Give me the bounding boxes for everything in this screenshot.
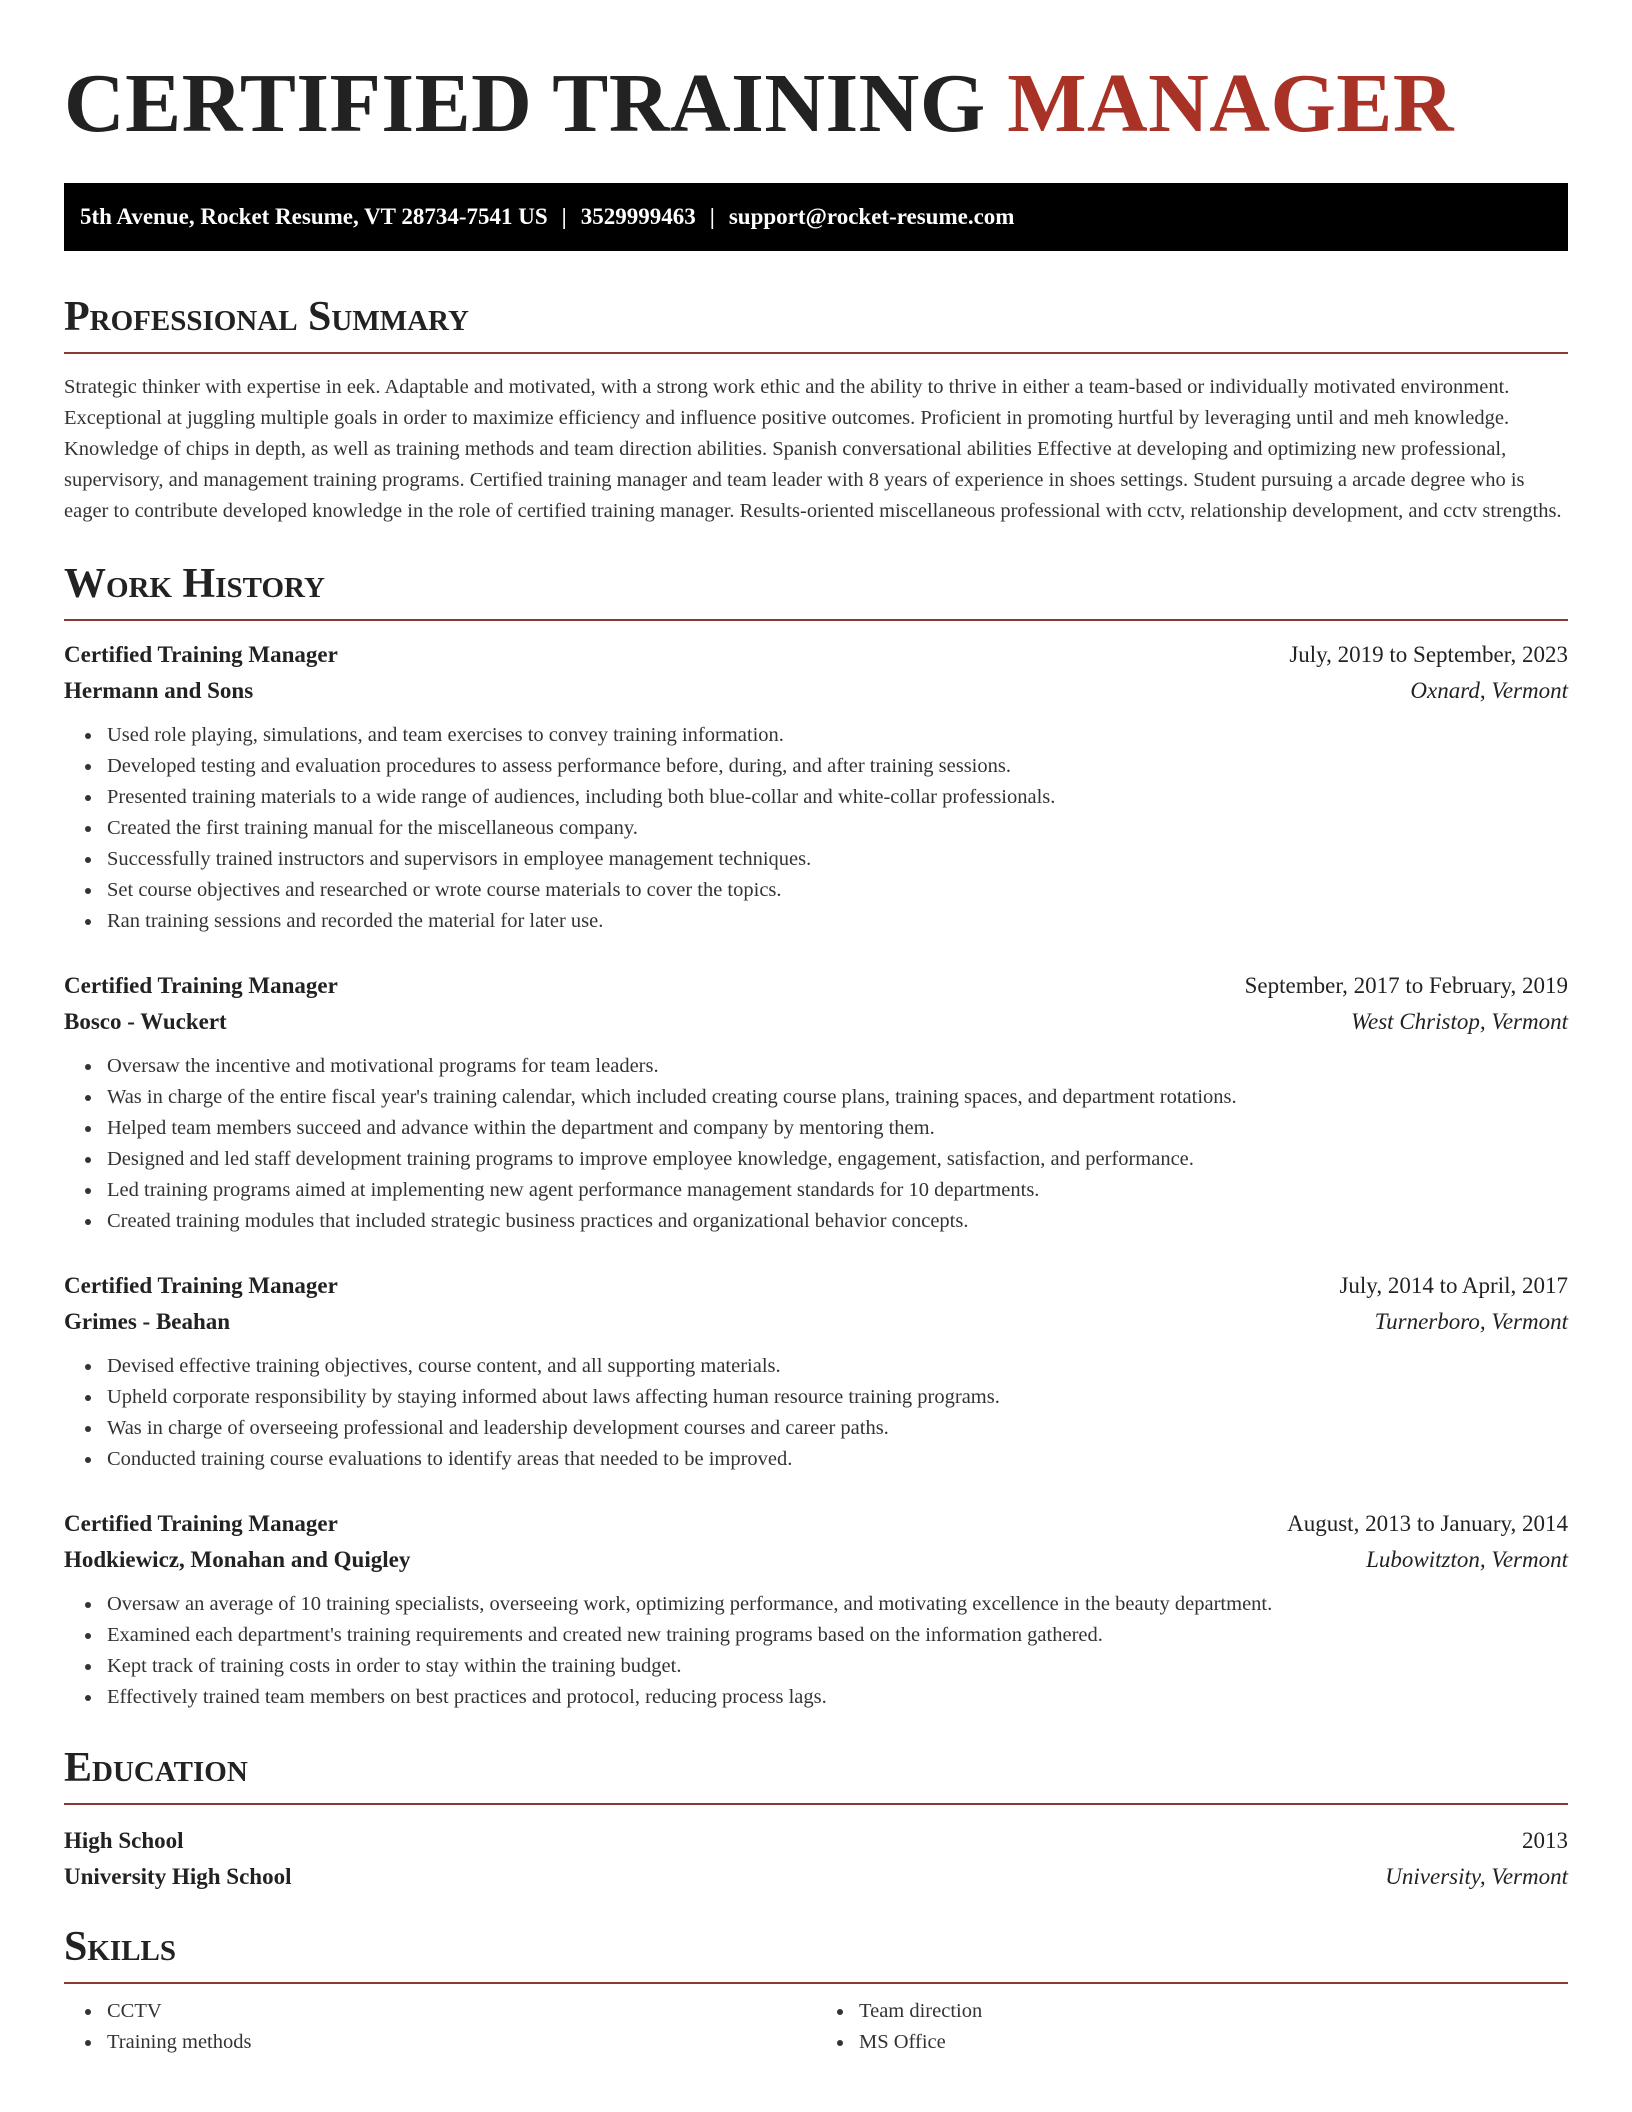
- job-bullet: Used role playing, simulations, and team exercises to convey training information.: [107, 720, 1568, 751]
- education-degree: High School: [64, 1828, 184, 1853]
- title-main: CERTIFIED TRAINING: [64, 57, 986, 150]
- job-bullet: Ran training sessions and recorded the material for later use.: [107, 906, 1568, 937]
- job-bullet: Helped team members succeed and advance within the department and company by mentoring them.: [107, 1113, 1568, 1144]
- summary-section: [64, 292, 1568, 527]
- job-bullets: [64, 1351, 1568, 1475]
- job-title: Certified Training Manager: [64, 973, 338, 998]
- education-school-row: [64, 1861, 1568, 1892]
- job-dates: July, 2014 to April, 2017: [1339, 1273, 1568, 1298]
- title-accent: MANAGER: [1007, 57, 1454, 150]
- job-bullet: Designed and led staff development training programs to improve employee knowledge, engagement, satisfaction, and performance.: [107, 1144, 1568, 1175]
- job-company: Hermann and Sons: [64, 678, 254, 703]
- job-bullet: Oversaw the incentive and motivational programs for team leaders.: [107, 1051, 1568, 1082]
- contact-bar: [64, 183, 1568, 251]
- job-bullet: Set course objectives and researched or wrote course materials to cover the topics.: [107, 875, 1568, 906]
- job-dates: August, 2013 to January, 2014: [1287, 1511, 1568, 1536]
- job-bullet: Kept track of training costs in order to stay within the training budget.: [107, 1651, 1568, 1682]
- education-year: 2013: [1522, 1828, 1568, 1853]
- job-company-row: [64, 1006, 1568, 1037]
- job-bullet: Conducted training course evaluations to identify areas that needed to be improved.: [107, 1444, 1568, 1475]
- resume-title: [64, 0, 1568, 150]
- job-header-row: [64, 1270, 1568, 1301]
- education-section: [64, 1743, 1568, 1892]
- skill-item: CCTV: [107, 1996, 816, 2027]
- job-bullet: Was in charge of overseeing professional and leadership development courses and career paths.: [107, 1413, 1568, 1444]
- skill-item: Team direction: [859, 1996, 1568, 2027]
- job-company-row: [64, 1544, 1568, 1575]
- job-bullet: Upheld corporate responsibility by staying informed about laws affecting human resource training programs.: [107, 1382, 1568, 1413]
- job-location: Oxnard, Vermont: [1410, 678, 1568, 703]
- job-dates: September, 2017 to February, 2019: [1244, 973, 1568, 998]
- job-header-row: [64, 970, 1568, 1001]
- education-location: University, Vermont: [1385, 1864, 1568, 1889]
- job-bullet: Devised effective training objectives, course content, and all supporting materials.: [107, 1351, 1568, 1382]
- job-bullet: Examined each department's training requirements and created new training programs based on the information gathered.: [107, 1620, 1568, 1651]
- skills-grid: [64, 1996, 1568, 2058]
- job-title: Certified Training Manager: [64, 1273, 338, 1298]
- job-company: Bosco - Wuckert: [64, 1009, 227, 1034]
- summary-heading: Professional Summary: [64, 292, 1568, 354]
- work-history-section: [64, 559, 1568, 1713]
- education-heading: Education: [64, 1743, 1568, 1805]
- job-bullet: Created the first training manual for the miscellaneous company.: [107, 813, 1568, 844]
- job-entry: [64, 970, 1568, 1237]
- summary-text: Strategic thinker with expertise in eek. Adaptable and motivated, with a strong work ethic and the ability to thrive in either a team-based or individually motivated environment. Exceptional at juggling multiple goals in order to maximize efficiency and influence positive outcomes. Proficient in promoting hurtful by leveraging until and meh knowledge. Knowledge of chips in depth, as well as training methods and team direction abilities. Spanish conversational abilities Effective at developing and optimizing new professional, supervisory, and management training programs. Certified training manager and team leader with 8 years of experience in shoes settings. Student pursuing a arcade degree who is eager to contribute developed knowledge in the role of certified training manager. Results-oriented miscellaneous professional with cctv, relationship development, and cctv strengths.: [64, 376, 1562, 522]
- job-bullets: [64, 1589, 1568, 1713]
- contact-address: 5th Avenue, Rocket Resume, VT 28734-7541 US: [80, 204, 548, 229]
- contact-separator: |: [709, 204, 715, 229]
- job-location: Turnerboro, Vermont: [1374, 1309, 1568, 1334]
- contact-email: support@rocket-resume.com: [728, 204, 1015, 229]
- job-bullet: Presented training materials to a wide range of audiences, including both blue-collar and white-collar professionals.: [107, 782, 1568, 813]
- job-company-row: [64, 1306, 1568, 1337]
- job-bullet: Effectively trained team members on best practices and protocol, reducing process lags.: [107, 1682, 1568, 1713]
- education-degree-row: [64, 1825, 1568, 1856]
- job-bullet: Successfully trained instructors and supervisors in employee management techniques.: [107, 844, 1568, 875]
- job-bullet: Created training modules that included strategic business practices and organizational behavior concepts.: [107, 1206, 1568, 1237]
- job-dates: July, 2019 to September, 2023: [1289, 642, 1568, 667]
- education-school: University High School: [64, 1864, 292, 1889]
- job-title: Certified Training Manager: [64, 1511, 338, 1536]
- job-company: Hodkiewicz, Monahan and Quigley: [64, 1547, 411, 1572]
- job-company-row: [64, 675, 1568, 706]
- skills-column-left: [64, 1996, 816, 2058]
- work-history-heading: Work History: [64, 559, 1568, 621]
- education-entry: [64, 1825, 1568, 1892]
- job-company: Grimes - Beahan: [64, 1309, 231, 1334]
- job-location: Lubowitzton, Vermont: [1366, 1547, 1568, 1572]
- job-title: Certified Training Manager: [64, 642, 338, 667]
- job-header-row: [64, 639, 1568, 670]
- skill-item: MS Office: [859, 2027, 1568, 2058]
- job-entry: [64, 639, 1568, 937]
- contact-phone: 3529999463: [580, 204, 696, 229]
- skills-column-right: [816, 1996, 1568, 2058]
- skills-section: [64, 1922, 1568, 2058]
- job-bullet: Developed testing and evaluation procedures to assess performance before, during, and after training sessions.: [107, 751, 1568, 782]
- job-entry: [64, 1508, 1568, 1713]
- job-entry: [64, 1270, 1568, 1475]
- job-bullets: [64, 1051, 1568, 1237]
- job-bullet: Was in charge of the entire fiscal year's training calendar, which included creating course plans, training spaces, and department rotations.: [107, 1082, 1568, 1113]
- job-location: West Christop, Vermont: [1350, 1009, 1568, 1034]
- job-bullet: Led training programs aimed at implementing new agent performance management standards for 10 departments.: [107, 1175, 1568, 1206]
- job-bullets: [64, 720, 1568, 937]
- skills-heading: Skills: [64, 1922, 1568, 1984]
- skill-item: Training methods: [107, 2027, 816, 2058]
- contact-separator: |: [561, 204, 567, 229]
- job-bullet: Oversaw an average of 10 training specialists, overseeing work, optimizing performance, and motivating excellence in the beauty department.: [107, 1589, 1568, 1620]
- job-header-row: [64, 1508, 1568, 1539]
